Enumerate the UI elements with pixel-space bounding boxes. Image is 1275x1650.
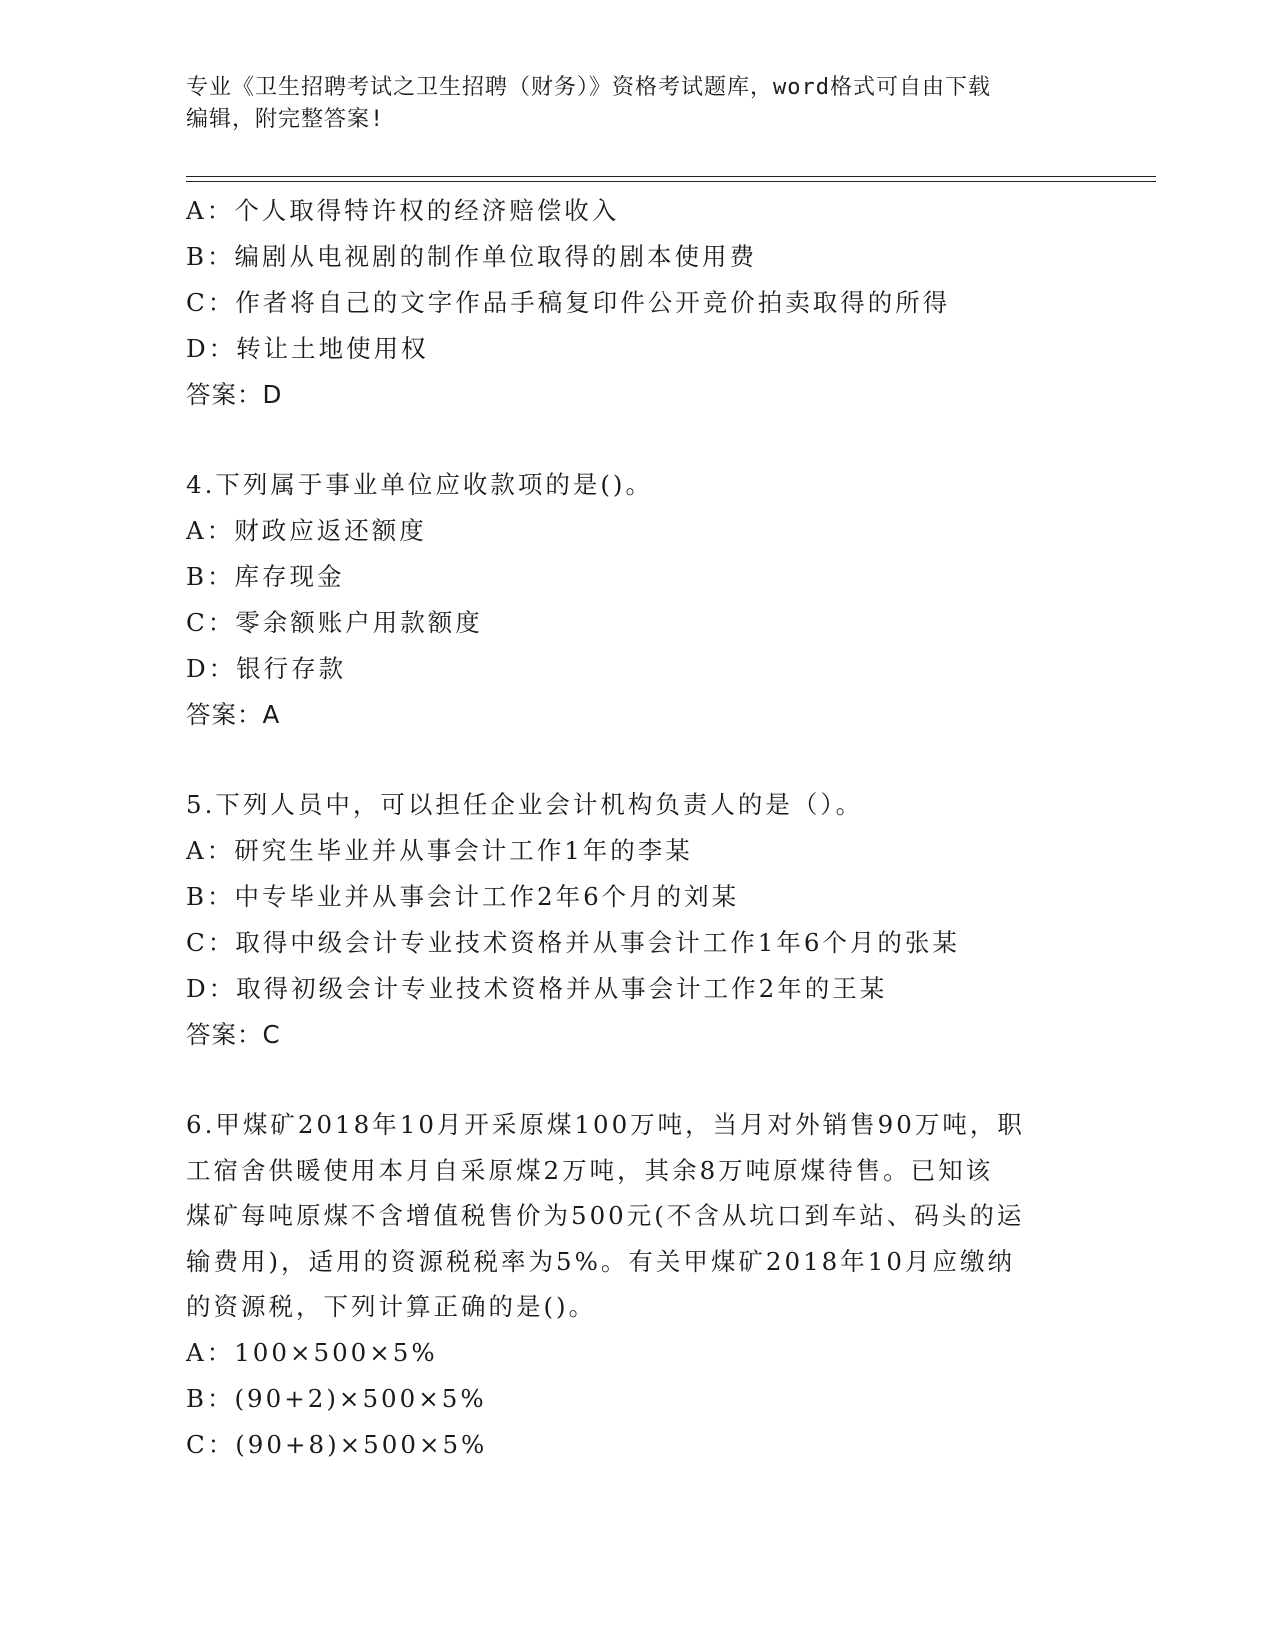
q6-option-a: A：100×500×5% [186,1337,438,1367]
q5-option-d: D：取得初级会计专业技术资格并从事会计工作2年的王某 [186,974,888,1003]
q3-option-c: C：作者将自己的文字作品手稿复印件公开竞价拍卖取得的所得 [186,288,951,317]
question-5-block [186,782,1086,1058]
q3-option-d: D：转让土地使用权 [186,334,429,363]
q5-option-c: C：取得中级会计专业技术资格并从事会计工作1年6个月的张某 [186,928,960,957]
q6-question-line: 6.甲煤矿2018年10月开采原煤100万吨，当月对外销售90万吨，职 [186,1110,1025,1139]
header-line-2: 编辑，附完整答案! [186,107,385,132]
q5-option-a: A：研究生毕业并从事会计工作1年的李某 [186,836,693,865]
spacer [186,1058,1086,1102]
spacer [186,418,1086,462]
q5-option-b: B：中专毕业并从事会计工作2年6个月的刘某 [186,882,740,911]
q6-question-line: 的资源税，下列计算正确的是()。 [186,1292,597,1321]
question-6-block [186,1102,1086,1468]
question-4-block [186,462,1086,738]
q6-question-line: 输费用)，适用的资源税税率为5%。有关甲煤矿2018年10月应缴纳 [186,1246,1015,1276]
q4-option-d: D：银行存款 [186,654,347,683]
q4-option-b: B：库存现金 [186,562,345,591]
document-header [186,72,1066,136]
q3-option-a: A：个人取得特许权的经济赔偿收入 [186,196,620,225]
q6-question-line: 工宿舍供暖使用本月自采原煤2万吨，其余8万吨原煤待售。已知该 [186,1155,994,1185]
q6-option-c: C：(90+8)×500×5% [186,1429,488,1459]
header-rule-top [186,176,1156,177]
q4-question: 4.下列属于事业单位应收款项的是()。 [186,470,653,499]
q6-option-b: B：(90+2)×500×5% [186,1383,487,1413]
question-3-block [186,188,1086,418]
q4-option-c: C：零余额账户用款额度 [186,608,483,637]
q6-question-line: 煤矿每吨原煤不含增值税售价为500元(不含从坑口到车站、码头的运 [186,1201,1025,1230]
q5-answer: 答案：C [186,1020,281,1049]
spacer [186,738,1086,782]
q5-question: 5.下列人员中，可以担任企业会计机构负责人的是（）。 [186,790,864,819]
q4-answer: 答案：A [186,700,281,729]
header-line-1: 专业《卫生招聘考试之卫生招聘（财务）》资格考试题库，word格式可自由下载 [186,75,991,100]
question-content [186,188,1086,1468]
header-rule-bottom [186,181,1156,182]
q3-answer: 答案：D [186,380,283,409]
q3-option-b: B：编剧从电视剧的制作单位取得的剧本使用费 [186,242,758,271]
q4-option-a: A：财政应返还额度 [186,516,427,545]
q6-question [186,1102,1086,1330]
